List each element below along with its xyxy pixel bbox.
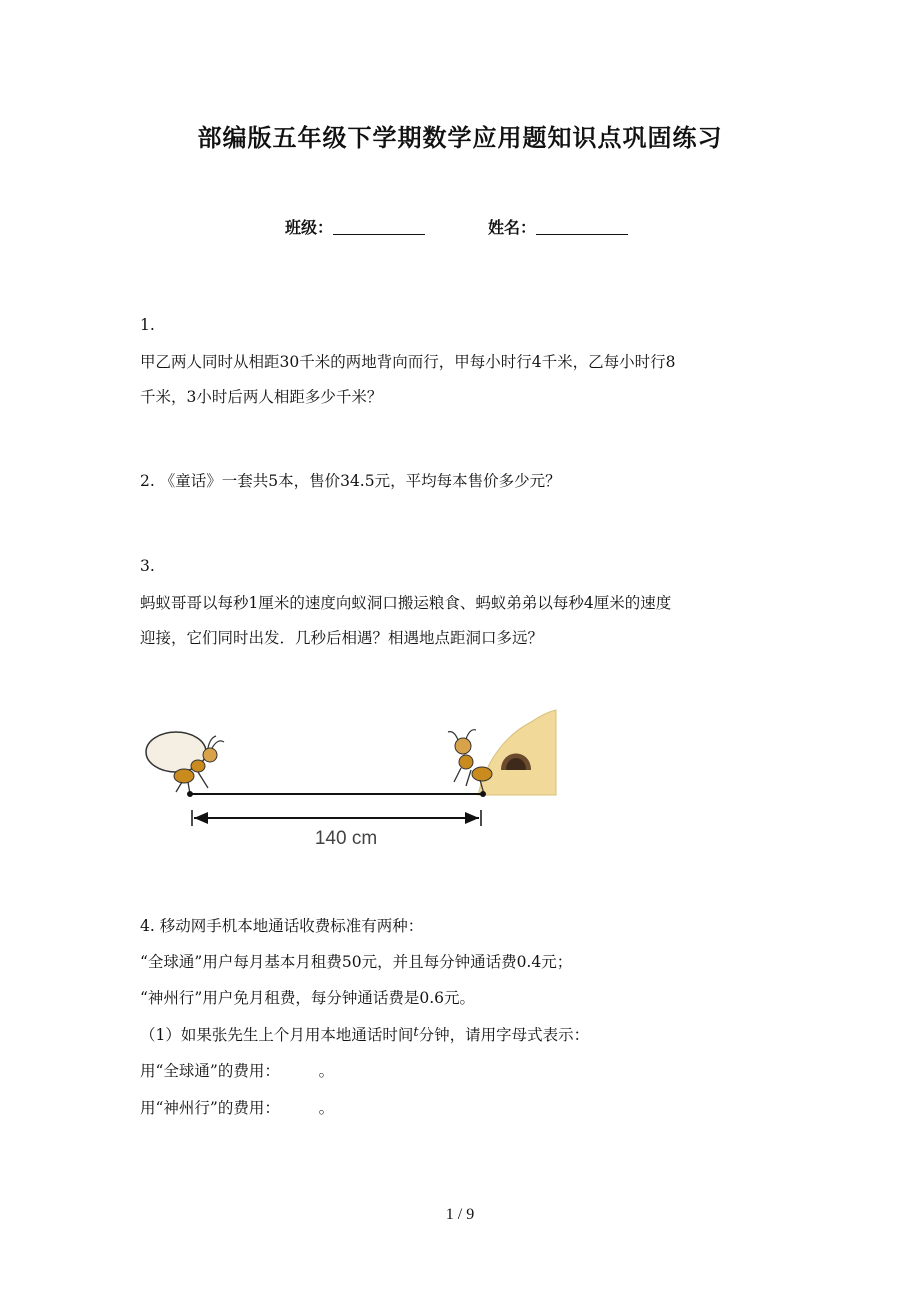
class-label: 班级： [285, 218, 334, 237]
q3-line-2: 迎接，它们同时出发．几秒后相遇？相遇地点距洞口多远？ [140, 629, 544, 647]
q4-sub1-after: 分钟，请用字母式表示： [418, 1026, 590, 1044]
name-blank[interactable] [536, 234, 628, 235]
q4-sub1-before: （1）如果张先生上个月用本地通话时间 [140, 1026, 414, 1044]
q1-line-2: 千米，3小时后两人相距多少千米？ [140, 388, 383, 406]
dimension-arrow [192, 810, 481, 826]
q2-text: 2. 《童话》一套共5本，售价34.5元，平均每本售价多少元？ [140, 472, 561, 490]
q3-number: 3. [140, 557, 155, 575]
distance-label: 140 cm [314, 828, 378, 849]
q4-fee-shenzhou: 用“神州行”的费用： 。 [140, 1099, 335, 1117]
ant-carrying-grain-icon [146, 732, 224, 794]
q1-line-1: 甲乙两人同时从相距30千米的两地背向而行，甲每小时行4千米，乙每小时行8 [140, 353, 676, 371]
start-dot [187, 791, 193, 797]
class-blank[interactable] [333, 234, 425, 235]
ant-distance-figure [136, 700, 561, 860]
anthill-icon [478, 710, 556, 795]
class-field [285, 215, 425, 238]
end-dot [480, 791, 486, 797]
q1-number: 1. [140, 316, 155, 334]
q4-fee-global: 用“全球通”的费用： 。 [140, 1062, 335, 1080]
page-number: 1 / 9 [445, 1206, 475, 1223]
page-title: 部编版五年级下学期数学应用题知识点巩固练习 [197, 124, 723, 152]
q4-sub1 [140, 1023, 589, 1045]
name-label: 姓名： [488, 218, 537, 237]
q4-line-2: “全球通”用户每月基本月租费50元，并且每分钟通话费0.4元； [140, 953, 573, 971]
name-field [488, 215, 628, 238]
variable-t: t [413, 1025, 419, 1040]
q4-line-3: “神州行”用户免月租费，每分钟通话费是0.6元。 [140, 989, 475, 1007]
q4-line-1: 4. 移动网手机本地通话收费标准有两种： [140, 917, 424, 935]
q3-line-1: 蚂蚁哥哥以每秒1厘米的速度向蚁洞口搬运粮食、蚂蚁弟弟以每秒4厘米的速度 [140, 594, 672, 612]
